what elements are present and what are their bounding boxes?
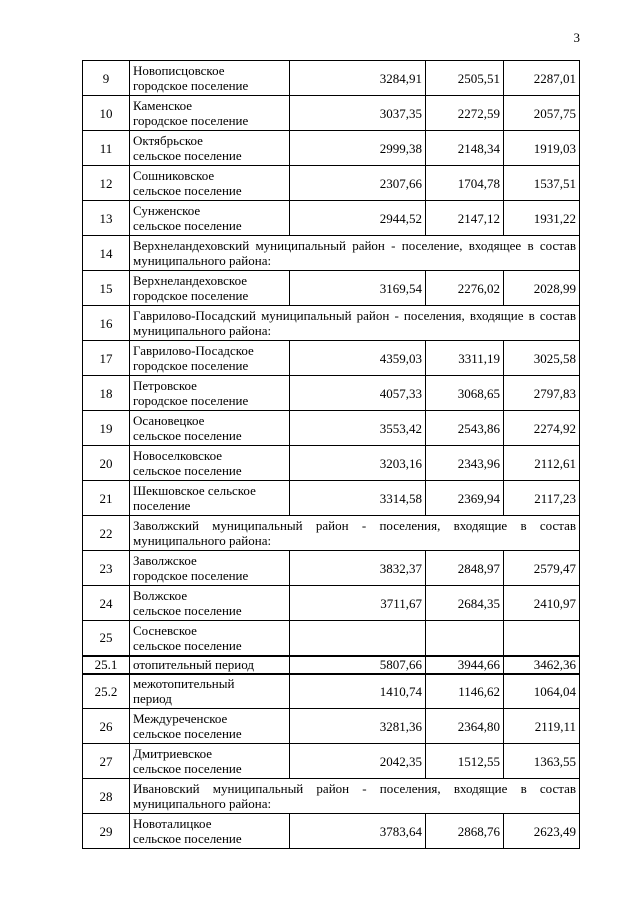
value-col-1: 3284,91 — [290, 61, 426, 96]
settlement-name — [130, 744, 290, 779]
settlement-name-line: городское поселение — [133, 358, 249, 373]
table-row — [83, 674, 580, 709]
settlement-name-line: сельское поселение — [133, 183, 242, 198]
value-col-1: 2944,52 — [290, 201, 426, 236]
value-col-3: 2057,75 — [504, 96, 580, 131]
row-number: 13 — [83, 201, 130, 236]
settlement-name-line: сельское поселение — [133, 637, 242, 653]
value-col-2: 2543,86 — [426, 411, 504, 446]
table-row — [83, 236, 580, 271]
value-col-1: 5807,66 — [290, 656, 426, 674]
row-number: 17 — [83, 341, 130, 376]
settlement-name-line: сельское поселение — [133, 726, 242, 741]
table-row — [83, 551, 580, 586]
value-col-3 — [504, 621, 580, 656]
settlement-name-line: городское поселение — [133, 113, 249, 128]
settlement-name — [130, 621, 290, 656]
value-col-2: 3068,65 — [426, 376, 504, 411]
value-col-2: 1512,55 — [426, 744, 504, 779]
value-col-1: 4359,03 — [290, 341, 426, 376]
value-col-1: 1410,74 — [290, 674, 426, 709]
value-col-2: 2147,12 — [426, 201, 504, 236]
settlement-name — [130, 341, 290, 376]
settlement-name-line: Сунженское — [133, 203, 201, 218]
value-col-2: 2272,59 — [426, 96, 504, 131]
row-number: 20 — [83, 446, 130, 481]
settlement-name-line: Новоселковское — [133, 448, 223, 463]
value-col-1: 4057,33 — [290, 376, 426, 411]
settlement-name — [130, 61, 290, 96]
page-number: 3 — [573, 30, 580, 45]
value-col-3: 1931,22 — [504, 201, 580, 236]
settlement-name-line: Каменское — [133, 98, 193, 113]
row-number: 25.2 — [83, 674, 130, 709]
value-col-1: 2999,38 — [290, 131, 426, 166]
table-row — [83, 481, 580, 516]
row-number: 10 — [83, 96, 130, 131]
value-col-1: 2042,35 — [290, 744, 426, 779]
value-col-1: 3711,67 — [290, 586, 426, 621]
value-col-3: 2410,97 — [504, 586, 580, 621]
settlement-name-line: сельское поселение — [133, 463, 242, 478]
value-col-3: 1363,55 — [504, 744, 580, 779]
value-col-3: 1537,51 — [504, 166, 580, 201]
settlement-name-line: поселение — [133, 498, 191, 513]
value-col-2: 1146,62 — [426, 674, 504, 709]
row-number: 24 — [83, 586, 130, 621]
value-col-3: 2117,23 — [504, 481, 580, 516]
value-col-1: 3314,58 — [290, 481, 426, 516]
value-col-3: 2579,47 — [504, 551, 580, 586]
value-col-2: 2276,02 — [426, 271, 504, 306]
value-col-1: 3037,35 — [290, 96, 426, 131]
settlement-name-line: Дмитриевское — [133, 746, 213, 761]
table-row — [83, 271, 580, 306]
value-col-1: 3169,54 — [290, 271, 426, 306]
table-row — [83, 411, 580, 446]
settlement-name — [130, 376, 290, 411]
row-number: 18 — [83, 376, 130, 411]
value-col-3: 1919,03 — [504, 131, 580, 166]
table-row — [83, 166, 580, 201]
value-col-3: 2797,83 — [504, 376, 580, 411]
settlement-name-line: городское поселение — [133, 393, 249, 408]
table-row — [83, 376, 580, 411]
settlement-name — [130, 674, 290, 709]
value-col-2: 2148,34 — [426, 131, 504, 166]
row-number: 12 — [83, 166, 130, 201]
tariff-table — [82, 60, 580, 849]
row-number: 11 — [83, 131, 130, 166]
settlement-name-line: период — [133, 691, 172, 707]
table-row — [83, 744, 580, 779]
district-header: Ивановский муниципальный район - поселения, входящие в состав муниципального района: — [130, 779, 580, 814]
settlement-name-line: сельское поселение — [133, 428, 242, 443]
settlement-name-line: Петровское — [133, 378, 197, 393]
value-col-1: 3553,42 — [290, 411, 426, 446]
value-col-2: 3944,66 — [426, 656, 504, 674]
settlement-name — [130, 586, 290, 621]
settlement-name-line: Осановецкое — [133, 413, 205, 428]
settlement-name-line: Октябрьское — [133, 133, 203, 148]
settlement-name-line: межотопительный — [133, 676, 235, 692]
settlement-name — [130, 481, 290, 516]
table-row — [83, 814, 580, 849]
table-row — [83, 586, 580, 621]
value-col-2: 2343,96 — [426, 446, 504, 481]
district-header: Заволжский муниципальный район - поселения, входящие в состав муниципального района: — [130, 516, 580, 551]
settlement-name-line: сельское поселение — [133, 218, 242, 233]
table-row — [83, 61, 580, 96]
value-col-2: 2848,97 — [426, 551, 504, 586]
settlement-name-line: отопительный период — [133, 657, 254, 672]
table-row — [83, 709, 580, 744]
settlement-name-line: городское поселение — [133, 78, 249, 93]
table-row — [83, 306, 580, 341]
value-col-2: 1704,78 — [426, 166, 504, 201]
row-number: 27 — [83, 744, 130, 779]
value-col-2: 2684,35 — [426, 586, 504, 621]
value-col-1 — [290, 621, 426, 656]
row-number: 26 — [83, 709, 130, 744]
row-number: 21 — [83, 481, 130, 516]
settlement-name-line: сельское поселение — [133, 831, 242, 846]
value-col-3: 2287,01 — [504, 61, 580, 96]
table-row — [83, 131, 580, 166]
row-number: 15 — [83, 271, 130, 306]
settlement-name — [130, 814, 290, 849]
row-number: 16 — [83, 306, 130, 341]
row-number: 9 — [83, 61, 130, 96]
settlement-name — [130, 446, 290, 481]
table-row — [83, 341, 580, 376]
value-col-1: 2307,66 — [290, 166, 426, 201]
settlement-name-line: Сошниковское — [133, 168, 215, 183]
row-number: 22 — [83, 516, 130, 551]
value-col-1: 3832,37 — [290, 551, 426, 586]
value-col-3: 2623,49 — [504, 814, 580, 849]
row-number: 25 — [83, 621, 130, 656]
table-row — [83, 96, 580, 131]
table-row — [83, 621, 580, 656]
value-col-3: 3462,36 — [504, 656, 580, 674]
settlement-name-line: сельское поселение — [133, 603, 242, 618]
value-col-2: 2868,76 — [426, 814, 504, 849]
row-number: 19 — [83, 411, 130, 446]
settlement-name — [130, 166, 290, 201]
value-col-2: 2505,51 — [426, 61, 504, 96]
row-number: 29 — [83, 814, 130, 849]
value-col-2: 2364,80 — [426, 709, 504, 744]
value-col-1: 3783,64 — [290, 814, 426, 849]
settlement-name — [130, 709, 290, 744]
settlement-name — [130, 271, 290, 306]
settlement-name-line: городское поселение — [133, 568, 249, 583]
settlement-name-line: сельское поселение — [133, 148, 242, 163]
value-col-3: 2274,92 — [504, 411, 580, 446]
settlement-name — [130, 551, 290, 586]
table-row — [83, 779, 580, 814]
settlement-name — [130, 131, 290, 166]
value-col-2 — [426, 621, 504, 656]
row-number: 28 — [83, 779, 130, 814]
settlement-name-line: Гаврилово-Посадское — [133, 343, 254, 358]
table-row — [83, 446, 580, 481]
value-col-1: 3281,36 — [290, 709, 426, 744]
table-row — [83, 656, 580, 674]
value-col-1: 3203,16 — [290, 446, 426, 481]
value-col-2: 2369,94 — [426, 481, 504, 516]
settlement-name-line: Сосневское — [133, 622, 197, 638]
district-header: Гаврилово-Посадский муниципальный район - поселения, входящие в состав муниципального района: — [130, 306, 580, 341]
row-number: 14 — [83, 236, 130, 271]
row-number: 25.1 — [83, 656, 130, 674]
value-col-3: 2028,99 — [504, 271, 580, 306]
settlement-name — [130, 96, 290, 131]
settlement-name-line: Верхнеландеховское — [133, 273, 248, 288]
settlement-name-line: Новоталицкое — [133, 816, 212, 831]
settlement-name — [130, 411, 290, 446]
value-col-3: 2119,11 — [504, 709, 580, 744]
table-row — [83, 201, 580, 236]
settlement-name — [130, 201, 290, 236]
settlement-name-line: Заволжское — [133, 553, 197, 568]
district-header: Верхнеландеховский муниципальный район - поселение, входящее в состав муниципального района: — [130, 236, 580, 271]
value-col-3: 1064,04 — [504, 674, 580, 709]
value-col-2: 3311,19 — [426, 341, 504, 376]
settlement-name-line: Междуреченское — [133, 711, 228, 726]
value-col-3: 2112,61 — [504, 446, 580, 481]
table-row — [83, 516, 580, 551]
settlement-name-line: Шекшовское сельское — [133, 483, 256, 498]
settlement-name-line: Волжское — [133, 588, 188, 603]
settlement-name — [130, 656, 290, 674]
settlement-name-line: Новописцовское — [133, 63, 225, 78]
row-number: 23 — [83, 551, 130, 586]
value-col-3: 3025,58 — [504, 341, 580, 376]
settlement-name-line: городское поселение — [133, 288, 249, 303]
settlement-name-line: сельское поселение — [133, 761, 242, 776]
